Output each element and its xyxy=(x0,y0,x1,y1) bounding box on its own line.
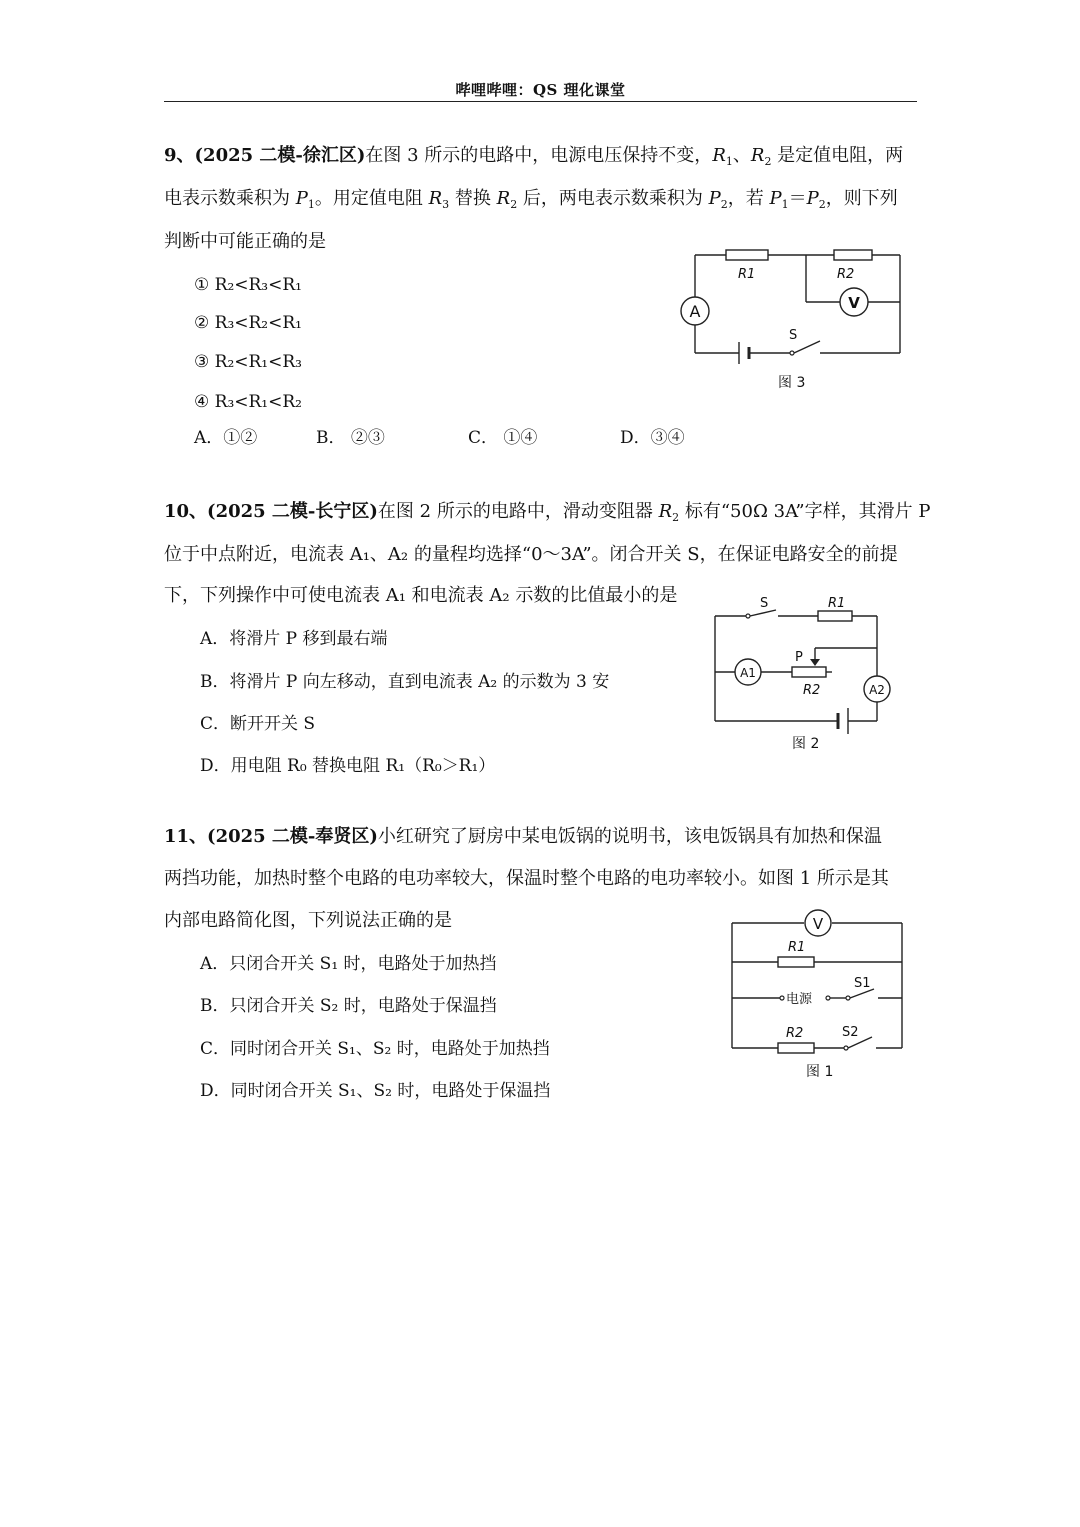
figure-2-caption: 图 2 xyxy=(792,736,820,752)
q9-choice-c: C． ①④ xyxy=(468,428,538,448)
q9-item-3: ③ R₂<R₁<R₃ xyxy=(194,352,302,372)
q9-choice-b: B． ②③ xyxy=(316,428,385,448)
r1-label: R1 xyxy=(788,940,806,955)
q10-choice-c: C．断开开关 S xyxy=(200,714,316,734)
q11-line-2: 两挡功能，加热时整个电路的电功率较大，保温时整个电路的电功率较小。如图 1 所示是其 xyxy=(164,868,889,889)
q11-circuit-figure xyxy=(720,905,915,1085)
q11-choice-b: B．只闭合开关 S₂ 时，电路处于保温挡 xyxy=(200,996,497,1016)
q10-circuit-figure xyxy=(700,588,905,758)
voltmeter-label: V xyxy=(812,915,824,933)
q11-tag: 11、(2025 二模-奉贤区) xyxy=(164,826,378,847)
q10-choice-b: B．将滑片 P 向左移动，直到电流表 A₂ 的示数为 3 安 xyxy=(200,672,610,692)
q9-line1-a: 在图 3 所示的电路中，电源电压保持不变， xyxy=(365,145,713,166)
q11-line-3: 内部电路简化图，下列说法正确的是 xyxy=(164,910,452,931)
q11-choice-c: C．同时闭合开关 S₁、S₂ 时，电路处于加热挡 xyxy=(200,1039,550,1059)
q9-item-2: ② R₃<R₂<R₁ xyxy=(194,313,302,333)
q11-choice-d: D．同时闭合开关 S₁、S₂ 时，电路处于保温挡 xyxy=(200,1081,551,1101)
r2-label: R2 xyxy=(803,683,821,698)
q10-tag: 10、(2025 二模-长宁区) xyxy=(164,501,378,522)
voltmeter-label: V xyxy=(848,294,860,312)
q9-line2-f: ，则下列 xyxy=(825,188,898,209)
q10-line1-a: 在图 2 所示的电路中，滑动变阻器 xyxy=(377,501,653,522)
q10-line-2: 位于中点附近，电流表 A₁、A₂ 的量程均选择“0～3A”。闭合开关 S，在保证电路安全的前提 xyxy=(164,544,898,565)
ammeter-label: A xyxy=(689,302,701,321)
q9-circuit-figure xyxy=(670,240,915,400)
q9-line2-c: 替换 xyxy=(454,188,491,209)
source-terminal-right xyxy=(826,996,830,1000)
q11-line-1 xyxy=(164,822,882,848)
a1-label: A1 xyxy=(740,666,756,680)
q11-choice-a: A．只闭合开关 S₁ 时，电路处于加热挡 xyxy=(200,954,497,974)
slider-label: P xyxy=(795,650,803,665)
q9-line2-a: 电表示数乘积为 xyxy=(164,188,290,209)
r1-label: R1 xyxy=(828,596,846,611)
switch-s1-pivot xyxy=(846,996,850,1000)
a2-label: A2 xyxy=(869,683,885,697)
source-terminal-left xyxy=(780,996,784,1000)
q10-line-1: 10、(2025 二模-长宁区)在图 2 所示的电路中，滑动变阻器 $R_2$ 标有“50Ω 3A”字样，其滑片 P xyxy=(164,501,931,524)
s2-label: S2 xyxy=(842,1025,859,1040)
q9-line1-b: 是定值电阻，两 xyxy=(777,145,904,166)
slider-arrow xyxy=(810,659,820,666)
header-rule xyxy=(164,101,917,102)
q9-line-3: 判断中可能正确的是 xyxy=(164,231,326,252)
power-source-label: 电源 xyxy=(786,992,813,1007)
q9-item-1: ① R₂<R₃<R₁ xyxy=(194,275,302,295)
figure-3-caption: 图 3 xyxy=(778,375,806,391)
q9-line-2: 电表示数乘积为 $P_1$。用定值电阻 $R_3$ 替换 $R_2$ 后，两电表示数乘积为 $P_2$，若 $P_1=P_2$，则下列 xyxy=(164,188,898,211)
switch-label: S xyxy=(760,596,769,611)
q9-choice-a: A．①② xyxy=(194,428,258,448)
q9-line2-d: 后，两电表示数乘积为 xyxy=(522,188,703,209)
page-header: 哔哩哔哩：QS 理化课堂 xyxy=(455,81,626,99)
q10-choice-d: D．用电阻 R₀ 替换电阻 R₁（R₀＞R₁） xyxy=(200,756,496,776)
s1-label: S1 xyxy=(854,976,871,991)
q9-line2-b: 。用定值电阻 xyxy=(314,188,423,209)
r2-label: R2 xyxy=(786,1026,804,1041)
q9-line2-e: ，若 xyxy=(727,188,764,209)
q9-choice-d: D．③④ xyxy=(620,428,685,448)
r2-label: R2 xyxy=(837,267,855,282)
figure-1-caption: 图 1 xyxy=(806,1064,834,1080)
switch-pivot xyxy=(790,351,794,355)
switch-label: S xyxy=(789,328,798,343)
q9-tag: 9、(2025 二模-徐汇区) xyxy=(164,145,366,166)
r1-label: R1 xyxy=(738,267,756,282)
q10-choice-a: A．将滑片 P 移到最右端 xyxy=(200,629,388,649)
switch-s2-pivot xyxy=(844,1046,848,1050)
switch-pivot xyxy=(746,614,750,618)
q9-line-1: 9、(2025 二模-徐汇区)在图 3 所示的电路中，电源电压保持不变，$R_1$、$R_2$ 是定值电阻，两 xyxy=(164,145,904,168)
q9-item-4: ④ R₃<R₁<R₂ xyxy=(194,392,302,412)
q10-line-3: 下，下列操作中可使电流表 A₁ 和电流表 A₂ 示数的比值最小的是 xyxy=(164,585,678,606)
q11-line1-text: 小红研究了厨房中某电饭锅的说明书，该电饭锅具有加热和保温 xyxy=(377,826,882,847)
q10-line1-b: 标有“50Ω 3A”字样，其滑片 P xyxy=(684,501,931,522)
